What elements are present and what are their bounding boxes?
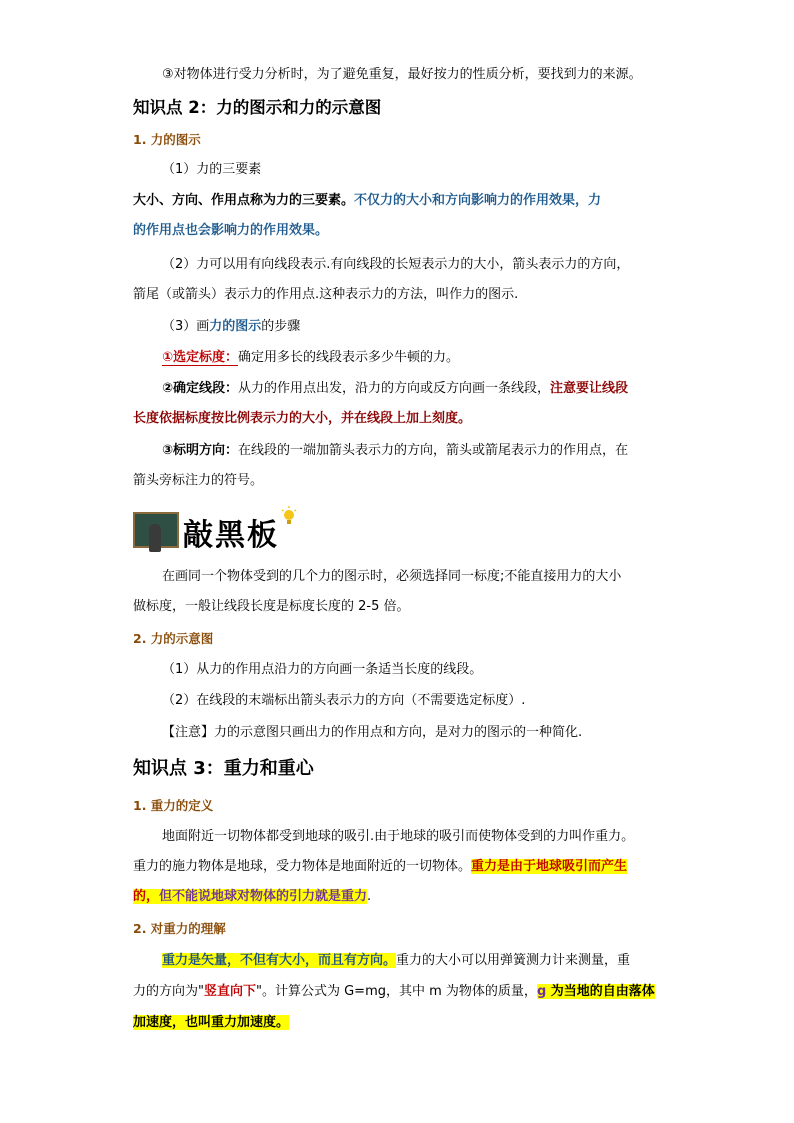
banner-title: 敲黑板: [183, 518, 279, 553]
section-heading: 知识点 3：重力和重心: [133, 758, 314, 779]
paragraph-line: [162, 442, 628, 460]
paragraph-line: （1）从力的作用点沿力的方向画一条适当长度的线段。: [162, 662, 483, 677]
paragraph-line: [133, 1014, 289, 1032]
text-run: ②确定线段：: [162, 381, 239, 396]
highlighted-text: 重力是由于地球吸引而产生: [471, 859, 628, 874]
text-run: 不仅力的大小和方向影响力的作用效果，力: [354, 193, 602, 208]
highlighted-text: 重力是矢量，不但有大小，而且有方向。: [162, 953, 397, 968]
text-run: .: [367, 889, 372, 904]
section-heading: 知识点 2：力的图示和力的示意图: [133, 98, 382, 117]
paragraph-line: 地面附近一切物体都受到地球的吸引.由于地球的吸引而使物体受到的力叫作重力。: [162, 829, 635, 844]
text-run: （3）画: [162, 319, 210, 334]
paragraph-line: [162, 349, 459, 367]
text-run: 竖直向下: [203, 984, 256, 999]
teacher-figure-icon: [149, 524, 161, 552]
key-point-banner: [133, 506, 303, 554]
paragraph-line: [133, 983, 655, 1001]
paragraph-line: 箭头旁标注力的符号。: [133, 473, 264, 488]
paragraph-line: ③对物体进行受力分析时，为了避免重复，最好按力的性质分析，要找到力的来源。: [162, 67, 642, 82]
lightbulb-icon: [281, 506, 297, 528]
text-run: ③标明方向：: [162, 443, 239, 458]
subsection-heading: 1. 力的图示: [133, 132, 201, 147]
text-run: 重力的大小可以用弹簧测力计来测量，重: [396, 953, 631, 968]
paragraph-line: 在画同一个物体受到的几个力的图示时，必须选择同一标度;不能直接用力的大小: [162, 569, 622, 584]
text-run: 注意要让线段: [550, 381, 629, 396]
paragraph-line: 的作用点也会影响力的作用效果。: [133, 223, 329, 238]
subsection-heading: 1. 重力的定义: [133, 798, 214, 813]
paragraph-line: [133, 888, 371, 906]
paragraph-line: [133, 192, 601, 210]
highlighted-text: 的，: [133, 889, 160, 904]
paragraph-line: （2）在线段的末端标出箭头表示力的方向（不需要选定标度）.: [162, 693, 526, 708]
highlighted-text: 但不能说地球对物体的引力就是重力: [159, 889, 368, 904]
text-run: 重力的施力物体是地球，受力物体是地面附近的一切物体。: [133, 859, 472, 874]
text-run: 力的图示: [209, 319, 262, 334]
paragraph-line: 长度依据标度按比例表示力的大小，并在线段上加上刻度。: [133, 411, 472, 426]
subsection-heading: 2. 对重力的理解: [133, 921, 226, 936]
paragraph-line: 箭尾（或箭头）表示力的作用点.这种表示力的方法，叫作力的图示.: [133, 287, 519, 302]
text-run: 力的方向为": [133, 984, 204, 999]
text-run: 在线段的一端加箭头表示力的方向，箭头或箭尾表示力的作用点，在: [238, 443, 629, 458]
highlighted-text: 为当地的自由落体: [546, 984, 655, 999]
paragraph-line: [162, 952, 630, 970]
text-run: 确定用多长的线段表示多少牛顿的力。: [238, 350, 460, 365]
paragraph-line: （2）力可以用有向线段表示.有向线段的长短表示力的大小，箭头表示力的方向，: [162, 257, 630, 272]
subsection-heading: 2. 力的示意图: [133, 631, 214, 646]
text-run: ①选定标度：: [162, 350, 239, 365]
paragraph-line: [133, 858, 627, 876]
paragraph-line: [162, 318, 300, 336]
text-run: 的步骤: [261, 319, 301, 334]
paragraph-line: 【注意】力的示意图只画出力的作用点和方向，是对力的图示的一种简化.: [162, 725, 583, 740]
paragraph-line: （1）力的三要素: [162, 162, 262, 177]
text-run: 从力的作用点出发，沿力的方向或反方向画一条线段，: [238, 381, 551, 396]
paragraph-line: 做标度，一般让线段长度是标度长度的 2-5 倍。: [133, 599, 410, 614]
highlighted-text: g: [536, 984, 547, 999]
text-run: "。计算公式为 G=mg，其中 m 为物体的质量，: [256, 984, 537, 999]
text-run: 大小、方向、作用点称为力的三要素。: [133, 193, 355, 208]
paragraph-line: [162, 380, 628, 398]
highlighted-text: 加速度，也叫重力加速度。: [133, 1015, 290, 1030]
